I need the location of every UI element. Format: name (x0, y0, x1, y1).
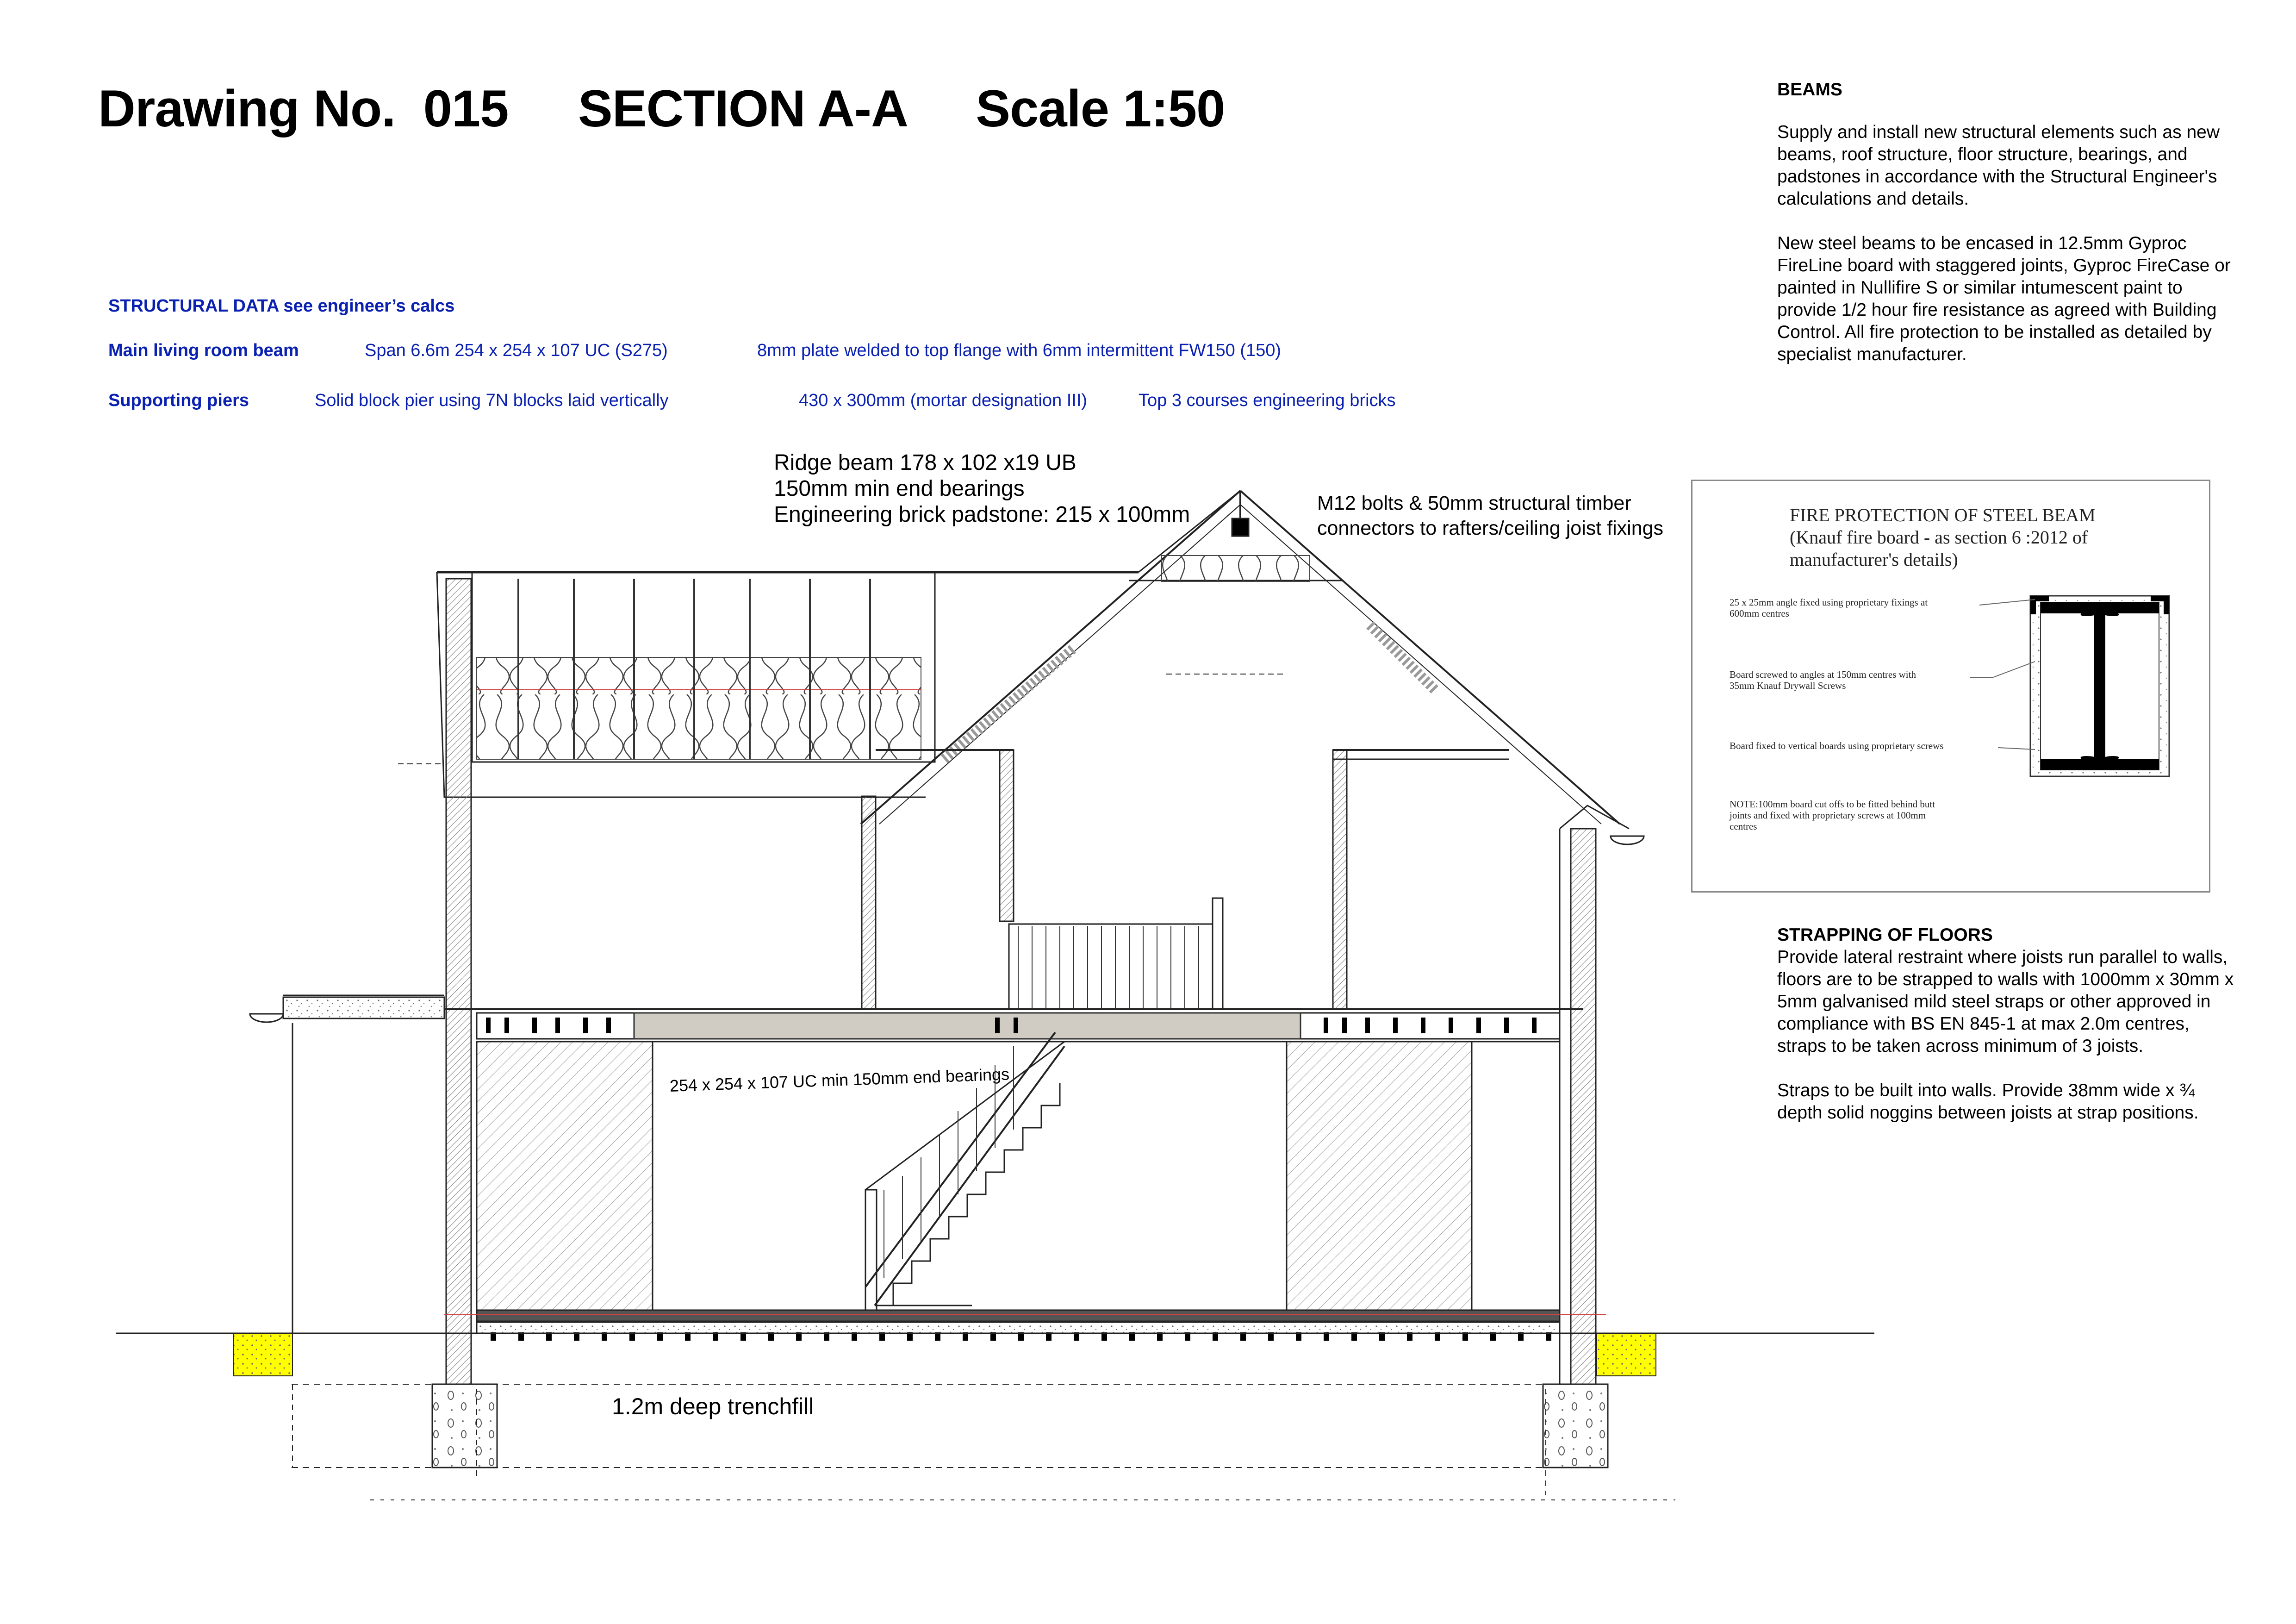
structural-data-title: STRUCTURAL DATA see engineer’s calcs (108, 296, 455, 316)
trenchfill-note: 1.2m deep trenchfill (612, 1393, 814, 1419)
fire-detail-sub2: manufacturer's details) (1790, 549, 1958, 570)
fire-detail-title: FIRE PROTECTION OF STEEL BEAM (1790, 505, 2096, 525)
bolts-note: M12 bolts & 50mm structural timber connectors to rafters/ceiling joist fixings (1317, 492, 1664, 539)
drawing-number: Drawing No. 015 (98, 80, 509, 137)
beams-spec-p1: Supply and install new structural elements such as new beams, roof structure, floor structure, bearings, and padstones in accordance with the Structural Engineer's calculations and details. (1777, 122, 2220, 209)
beam-span: Span 6.6m 254 x 254 x 107 UC (S275) (365, 341, 668, 360)
strapping-spec-p1: Provide lateral restraint where joists run parallel to walls, floors are to be strapped to walls with 1000mm x 30mm x 5mm galvanised mild steel straps or other approved in compliance with BS EN 845-1 at max 2.0m centres, straps to be taken across minimum of 3 joists. (1777, 947, 2234, 1056)
beams-spec-title: BEAMS (1777, 80, 1842, 100)
piers-desc: Solid block pier using 7N blocks laid vertically (315, 391, 669, 410)
ridge-beam-note: Ridge beam 178 x 102 x19 UB 150mm min end bearings Engineering brick padstone: 215 x 100mm (774, 450, 1190, 527)
section-name: SECTION A-A (578, 80, 906, 137)
piers-label: Supporting piers (108, 391, 249, 410)
piers-top: Top 3 courses engineering bricks (1139, 391, 1396, 410)
piers-size: 430 x 300mm (mortar designation III) (799, 391, 1088, 410)
fire-detail-sub1: (Knauf fire board - as section 6 :2012 of (1790, 527, 2088, 548)
drawing-scale: Scale 1:50 (976, 80, 1225, 137)
strapping-spec-p2: Straps to be built into walls. Provide 38mm wide x ¾ depth solid noggins between joists at strap positions. (1777, 1081, 2199, 1123)
beam-label: Main living room beam (108, 341, 299, 360)
beams-spec-p2: New steel beams to be encased in 12.5mm Gyproc FireLine board with staggered joints, Gyproc FireCase or painted in Nullifire S or similar intumescent paint to provide 1/2 hour fire resistance as agreed with Building Control. All fire protection to be installed as detailed by specialist manufacturer. (1777, 233, 2231, 364)
fire-note-board-screwed: Board screwed to angles at 150mm centres with 35mm Knauf Drywall Screws (1730, 669, 1916, 691)
fire-note-angle: 25 x 25mm angle fixed using proprietary fixings at 600mm centres (1730, 597, 1928, 619)
strapping-spec-title: STRAPPING OF FLOORS (1777, 925, 1993, 945)
uc-beam-note: 254 x 254 x 107 UC min 150mm end bearings (669, 1064, 1010, 1095)
beam-plate: 8mm plate welded to top flange with 6mm intermittent FW150 (150) (757, 341, 1282, 360)
fire-note-cutoffs: NOTE:100mm board cut offs to be fitted behind butt joints and fixed with proprietary screws at 100mm centres (1730, 799, 1935, 832)
fire-note-board-fixed: Board fixed to vertical boards using proprietary screws (1730, 740, 1944, 751)
